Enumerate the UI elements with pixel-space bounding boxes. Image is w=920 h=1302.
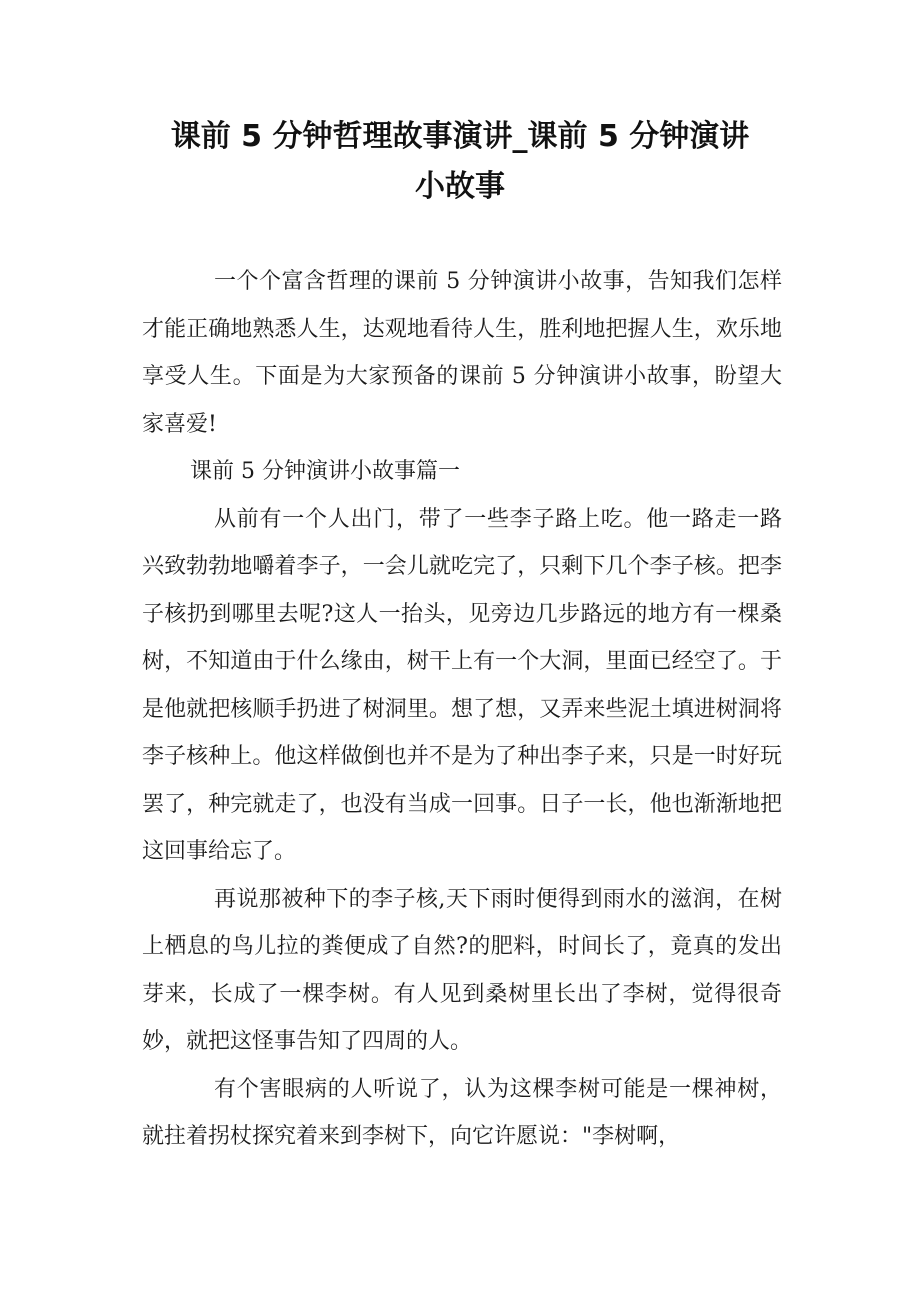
document-body [142, 258, 782, 1161]
section-heading: 课前 5 分钟演讲小故事篇一 [190, 459, 460, 484]
story-paragraph-1: 从前有一个人出门，带了一些李子路上吃。他一路走一路兴致勃勃地嚼着李子，一会儿就吃完了，只剩下几个李子核。把李子核扔到哪里去呢?这人一抬头，见旁边几步路远的地方有一棵桑树，不知道由于什么缘由，树干上有一个大洞，里面已经空了。于是他就把核顺手扔进了树洞里。想了想，又弄来些泥土填进树洞将李子核种上。他这样做倒也并不是为了种出李子来，只是一时好玩罢了，种完就走了，也没有当成一回事。日子一长，他也渐渐地把这回事给忘了。 [142, 506, 782, 864]
story-paragraph-2: 再说那被种下的李子核,天下雨时便得到雨水的滋润，在树上栖息的鸟儿拉的粪便成了自然?的肥料，时间长了，竟真的发出芽来，长成了一棵李树。有人见到桑树里长出了李树，觉得很奇妙，就把这怪事告知了四周的人。 [142, 886, 782, 1054]
title-line-2: 小故事 [415, 169, 505, 204]
title-line-1: 课前 5 分钟哲理故事演讲_课前 5 分钟演讲 [170, 119, 750, 154]
story-paragraph-3: 有个害眼病的人听说了，认为这棵李树可能是一棵神树，就拄着拐杖探究着来到李树下，向它许愿说："李树啊， [142, 1076, 782, 1149]
intro-paragraph: 一个个富含哲理的课前 5 分钟演讲小故事，告知我们怎样才能正确地熟悉人生，达观地看待人生，胜利地把握人生，欢乐地享受人生。下面是为大家预备的课前 5 分钟演讲小故事，盼望大家喜爱! [142, 269, 782, 437]
document-title [140, 112, 780, 212]
